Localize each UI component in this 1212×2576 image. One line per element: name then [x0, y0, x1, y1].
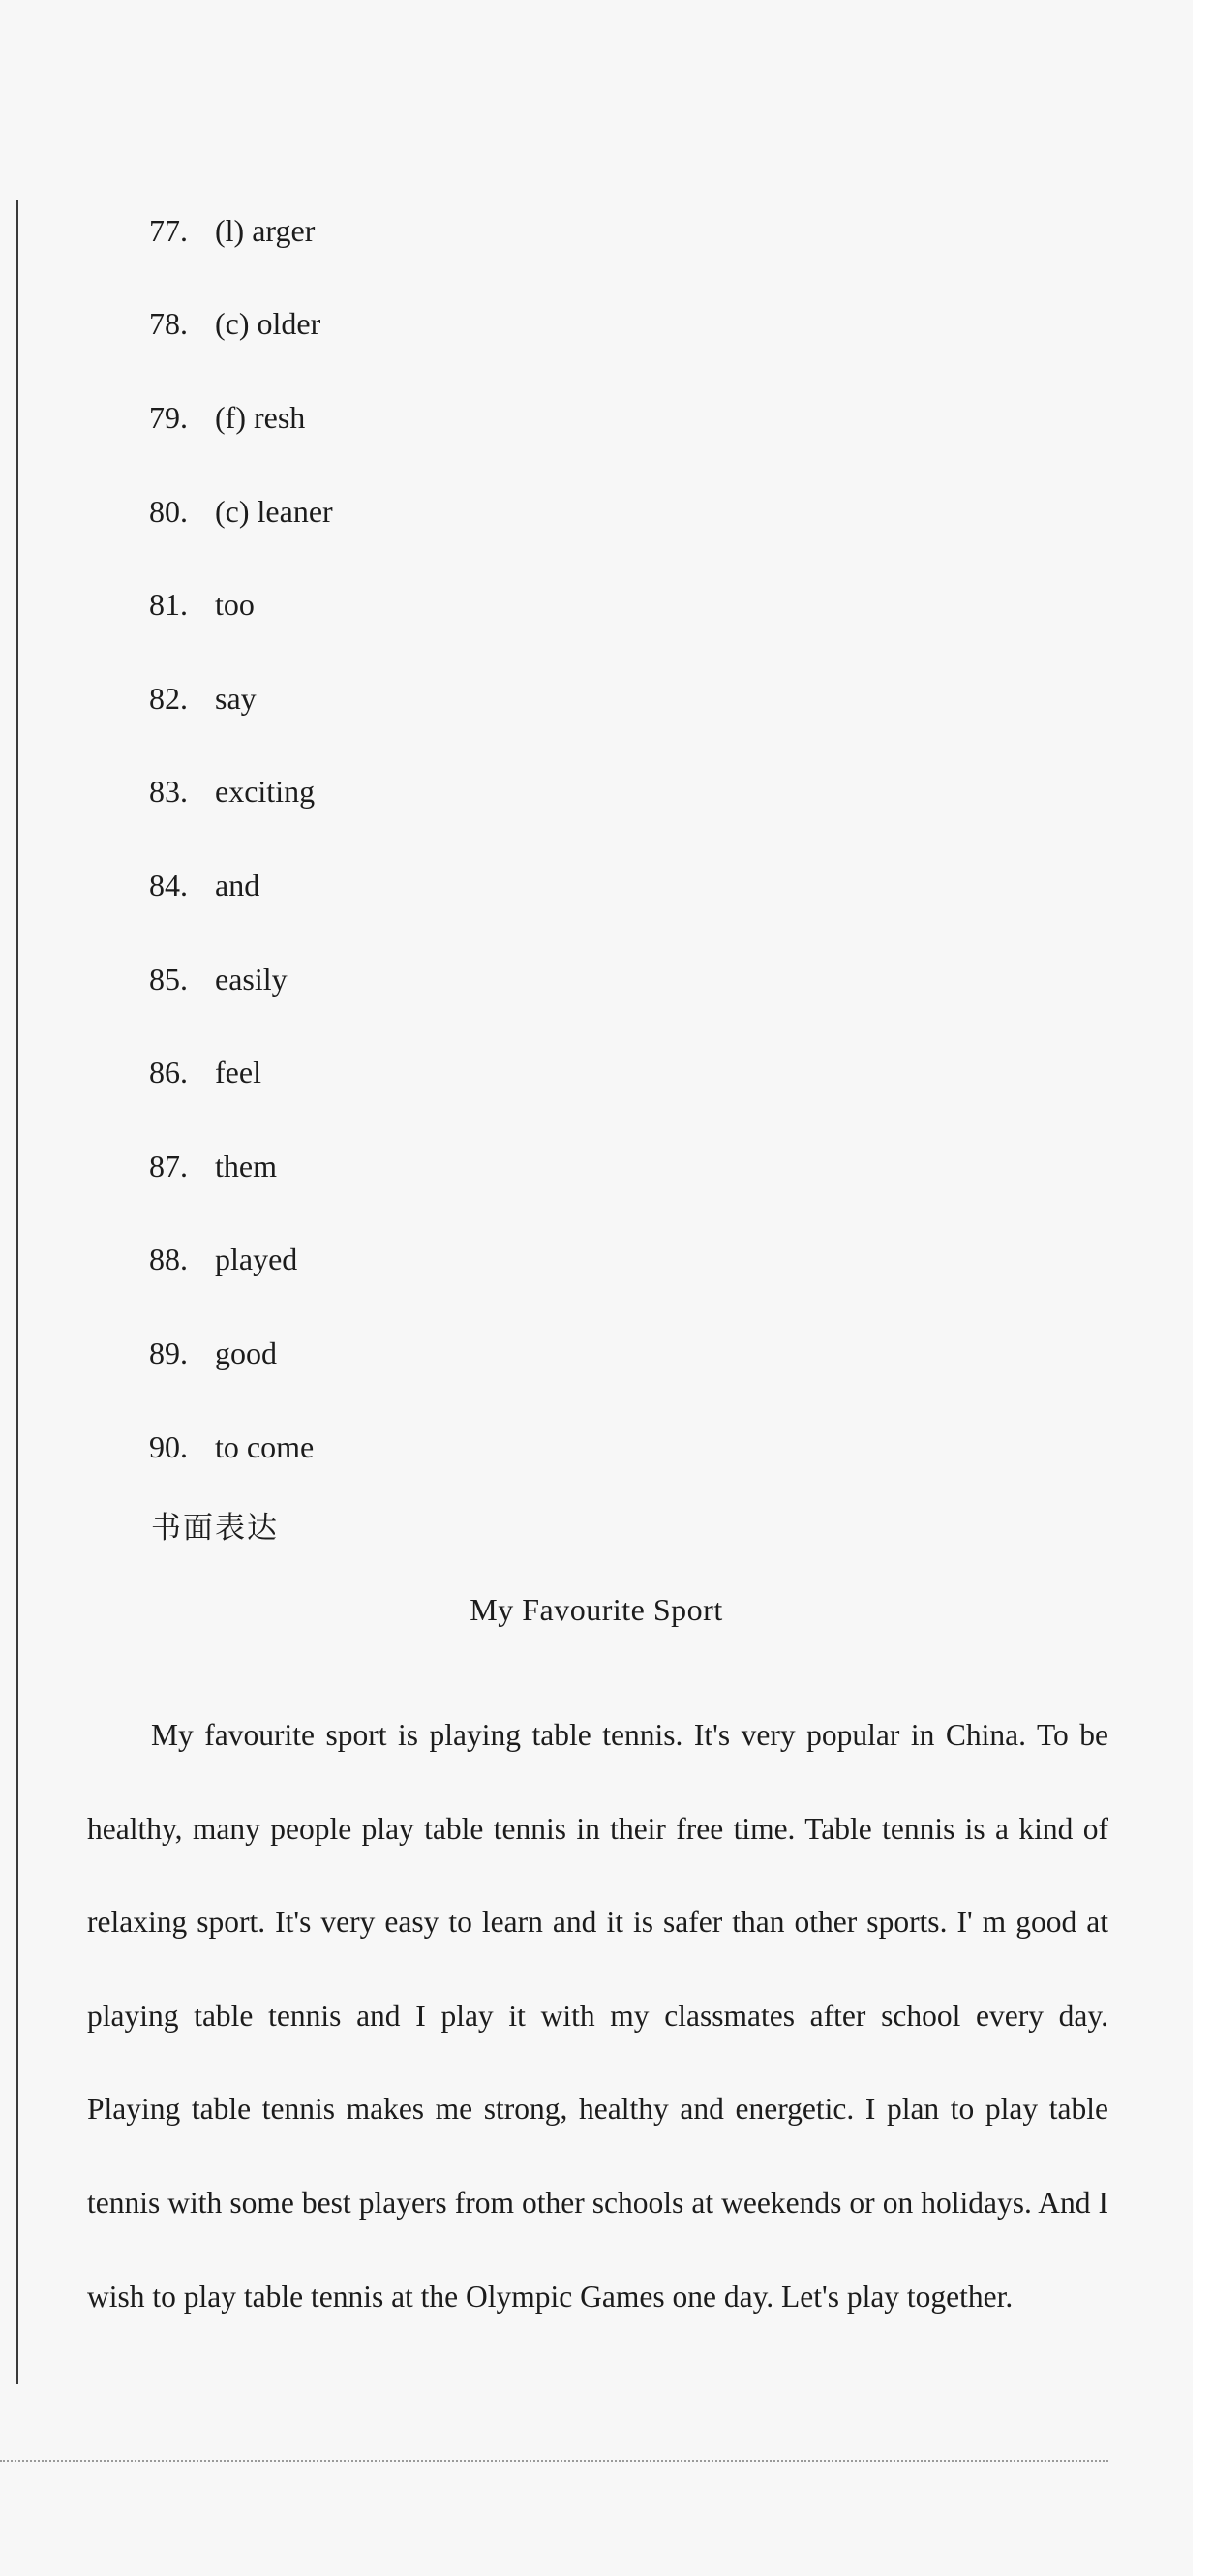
answer-item — [149, 371, 333, 465]
answer-item — [149, 558, 333, 652]
answer-number: 85. — [149, 961, 188, 997]
answer-number: 77. — [149, 212, 188, 248]
answer-text: them — [215, 1148, 277, 1183]
answer-number: 79. — [149, 399, 188, 435]
essay-title: My Favourite Sport — [470, 1592, 723, 1627]
answer-number: 87. — [149, 1148, 188, 1183]
answer-text: to come — [215, 1428, 315, 1464]
answer-number: 82. — [149, 680, 188, 716]
answer-text: say — [215, 680, 257, 716]
answer-text: good — [215, 1334, 277, 1370]
answer-item — [149, 1400, 333, 1494]
answer-item — [149, 1306, 333, 1400]
answer-item — [149, 278, 333, 372]
answer-text: (c) older — [215, 306, 321, 342]
answer-number: 88. — [149, 1242, 188, 1277]
answer-item — [149, 839, 333, 933]
writing-section-heading: 书面表达 — [151, 1511, 279, 1546]
answer-text: easily — [215, 961, 288, 997]
answer-item — [149, 1119, 333, 1213]
essay-body: My favourite sport is playing table tennis. It's very popular in China. To be healthy, many people play table tennis in their free time. Table tennis is a kind of relaxing sport. It's very easy to learn and it is safer than other sports. I' m good at playing table tennis and I play it with my classmates after school every day. Playing table tennis makes me strong, healthy and energetic. I plan to play table tennis with some best players from other schools at weekends or on holidays. And I wish to play table tennis at the Olympic Games one day. Let's play together. — [87, 1718, 1108, 2314]
answer-text: (f) resh — [215, 399, 306, 435]
answer-text: (c) leaner — [215, 493, 333, 529]
answer-number: 81. — [149, 587, 188, 623]
answer-text: exciting — [215, 774, 316, 810]
answer-item — [149, 1213, 333, 1307]
answer-number: 90. — [149, 1428, 188, 1464]
answer-item — [149, 746, 333, 840]
answer-item — [149, 1026, 333, 1119]
answer-number: 86. — [149, 1055, 188, 1090]
answer-number: 83. — [149, 774, 188, 810]
answer-number: 84. — [149, 867, 188, 903]
answer-text: (l) arger — [215, 212, 316, 248]
answer-list — [149, 184, 333, 1493]
answer-text: played — [215, 1242, 298, 1277]
answer-text: and — [215, 867, 260, 903]
answer-item — [149, 465, 333, 559]
bottom-dotted-rule — [0, 2460, 1108, 2462]
answer-text: too — [215, 587, 255, 623]
left-margin-rule — [16, 200, 18, 2384]
answer-item — [149, 652, 333, 746]
answer-item — [149, 933, 333, 1027]
answer-text: feel — [215, 1055, 261, 1090]
answer-number: 78. — [149, 306, 188, 342]
answer-number: 89. — [149, 1334, 188, 1370]
answer-number: 80. — [149, 493, 188, 529]
answer-item — [149, 184, 333, 278]
